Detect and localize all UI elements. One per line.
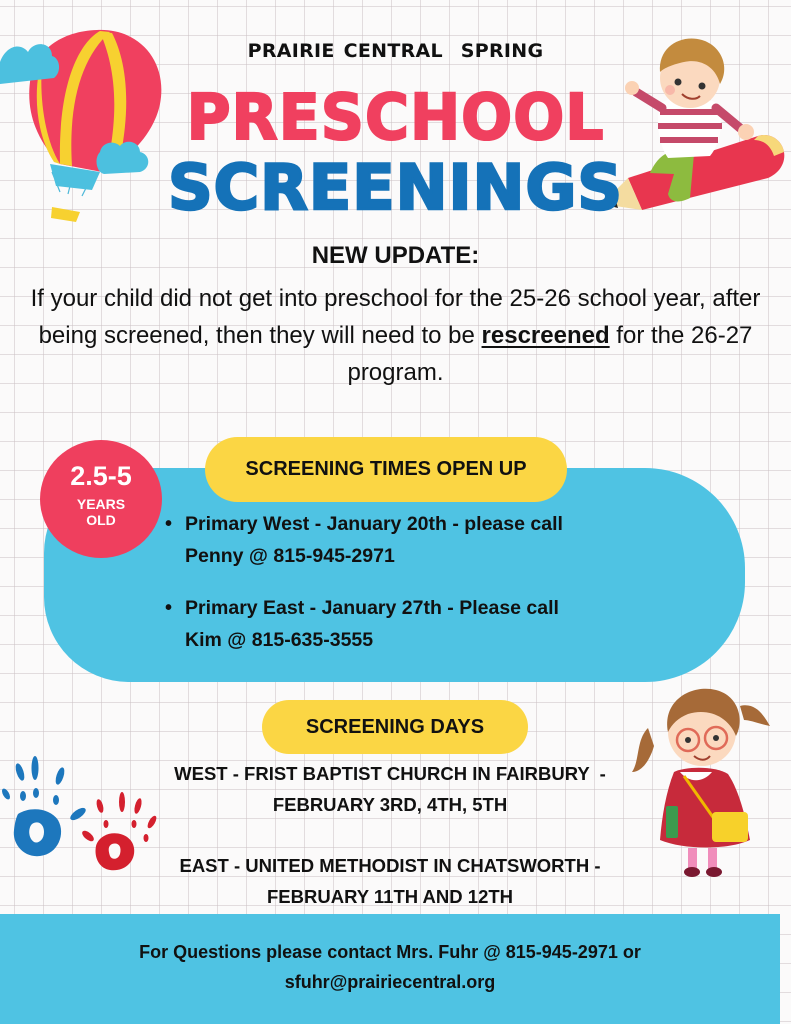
west-location: WEST - FRIST BAPTIST CHURCH IN FAIRBURY - [174,763,606,784]
update-body-before: If your child did not get into preschool for the 25-26 school year, after being screened, then they will need to be [30,285,761,349]
age-label-line2: OLD [86,511,116,528]
list-item-primary-east [165,592,725,656]
screening-days-west [110,758,670,820]
east-location: EAST - UNITED METHODIST IN CHATSWORTH - [179,855,601,876]
primary-west-contact: Penny @ 815-945-2971 [185,545,395,567]
primary-west-line1: • Primary West - January 20th - please call [185,513,563,535]
screening-days-east [110,850,670,912]
flyer-title-screenings: SCREENINGS [168,151,623,224]
east-dates: FEBRUARY 11TH AND 12TH [266,886,514,907]
update-body-after: for the 26-27 program. [347,322,753,386]
primary-east-line1: • Primary East - January 27th - Please call [185,597,559,619]
flyer-eyebrow: PRAIRIE CENTRAL SPRING [247,40,544,62]
west-dates: FEBRUARY 3RD, 4TH, 5TH [272,794,508,815]
update-emphasis: rescreened [481,322,610,349]
list-item-primary-west [165,508,725,572]
contact-email[interactable]: sfuhr@prairiecentral.org [284,972,496,992]
contact-footer [0,914,780,1024]
update-body [30,280,761,391]
contact-line: For Questions please contact Mrs. Fuhr @ 815-945-2971 or [139,942,641,962]
screening-times-list [165,508,725,676]
age-badge [40,440,162,558]
screening-days-heading: SCREENING DAYS [262,700,528,754]
age-label-line1: YEARS [76,495,126,512]
update-heading: NEW UPDATE: [311,242,480,269]
flyer-title-preschool: PRESCHOOL [186,81,605,155]
screening-times-heading: SCREENING TIMES OPEN UP [205,437,567,502]
primary-east-contact: Kim @ 815-635-3555 [185,629,374,651]
age-range: 2.5-5 [70,460,132,491]
